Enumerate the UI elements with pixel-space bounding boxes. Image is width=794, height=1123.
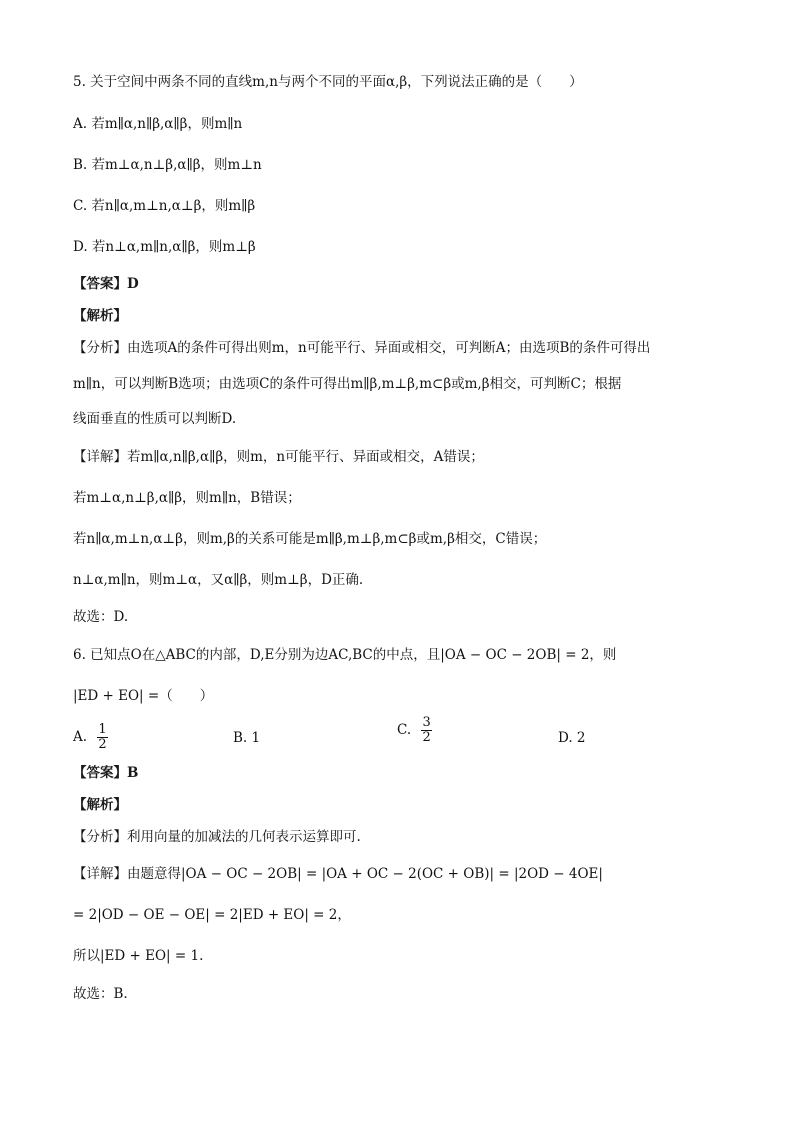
q6-option-a (73, 723, 108, 752)
q5-analysis-heading: 【解析】 (73, 308, 127, 324)
q6-answer: 【答案】B (73, 765, 139, 781)
q5-detail-line-2: 若m⊥α,n⊥β,α∥β，则m∥n，B错误； (73, 490, 301, 506)
q6-option-b: B. 1 (233, 730, 261, 746)
q5-detail-line-1: 【详解】若m∥α,n∥β,α∥β，则m，n可能平行、异面或相交，A错误； (73, 449, 484, 465)
q5-choose: 故选：D. (73, 609, 129, 625)
q5-option-b: B. 若m⊥α,n⊥β,α∥β，则m⊥n (73, 157, 262, 173)
q5-option-c: C. 若n∥α,m⊥n,α⊥β，则m∥β (73, 198, 256, 214)
q6-option-a-numerator: 1 (98, 722, 107, 737)
q6-detail-line-2: = 2|OD − OE − OE| = 2|ED + EO| = 2， (73, 907, 351, 923)
q6-stem-line-2: |ED + EO| =（ ） (73, 688, 214, 704)
q6-analysis-heading: 【解析】 (73, 797, 127, 813)
q6-option-d: D. 2 (558, 730, 586, 746)
q6-option-a-denominator: 2 (98, 737, 107, 752)
q5-stem: 5. 关于空间中两条不同的直线m,n与两个不同的平面α,β，下列说法正确的是（ ） (73, 74, 583, 90)
q6-option-a-label: A. (73, 729, 88, 745)
q6-choose: 故选：B. (73, 986, 128, 1002)
q6-fenxi: 【分析】利用向量的加减法的几何表示运算即可. (73, 829, 361, 845)
q5-option-a: A. 若m∥α,n∥β,α∥β，则m∥n (73, 116, 243, 132)
q6-option-a-fraction (97, 723, 107, 752)
q5-fenxi-line-3: 线面垂直的性质可以判断D. (73, 411, 237, 427)
q6-detail-line-1: 【详解】由题意得|OA − OC − 2OB| = |OA + OC − 2(OC + OB)| = |2OD − 4OE| (73, 866, 603, 882)
q5-detail-line-4: n⊥α,m∥n，则m⊥α，又α∥β，则m⊥β，D正确. (73, 572, 364, 588)
q5-answer: 【答案】D (73, 276, 139, 292)
q6-option-c-denominator: 2 (422, 730, 431, 745)
q6-option-c (397, 716, 432, 745)
q6-option-c-label: C. (397, 722, 412, 738)
q5-option-d: D. 若n⊥α,m∥n,α∥β，则m⊥β (73, 239, 256, 255)
q5-fenxi-line-1: 【分析】由选项A的条件可得出则m，n可能平行、异面或相交，可判断A；由选项B的条件可得出 (73, 340, 651, 356)
q5-detail-line-3: 若n∥α,m⊥n,α⊥β，则m,β的关系可能是m∥β,m⊥β,m⊂β或m,β相交，C错误； (73, 531, 547, 547)
q6-option-c-numerator: 3 (422, 715, 431, 730)
q5-fenxi-line-2: m∥n，可以判断B选项；由选项C的条件可得出m∥β,m⊥β,m⊂β或m,β相交，可判断C；根据 (73, 376, 622, 392)
q6-detail-line-3: 所以|ED + EO| = 1. (73, 948, 204, 964)
q6-option-c-fraction (421, 716, 431, 745)
q6-stem-line-1: 6. 已知点O在△ABC的内部，D,E分别为边AC,BC的中点，且|OA − OC − 2OB| = 2，则 (73, 647, 617, 663)
